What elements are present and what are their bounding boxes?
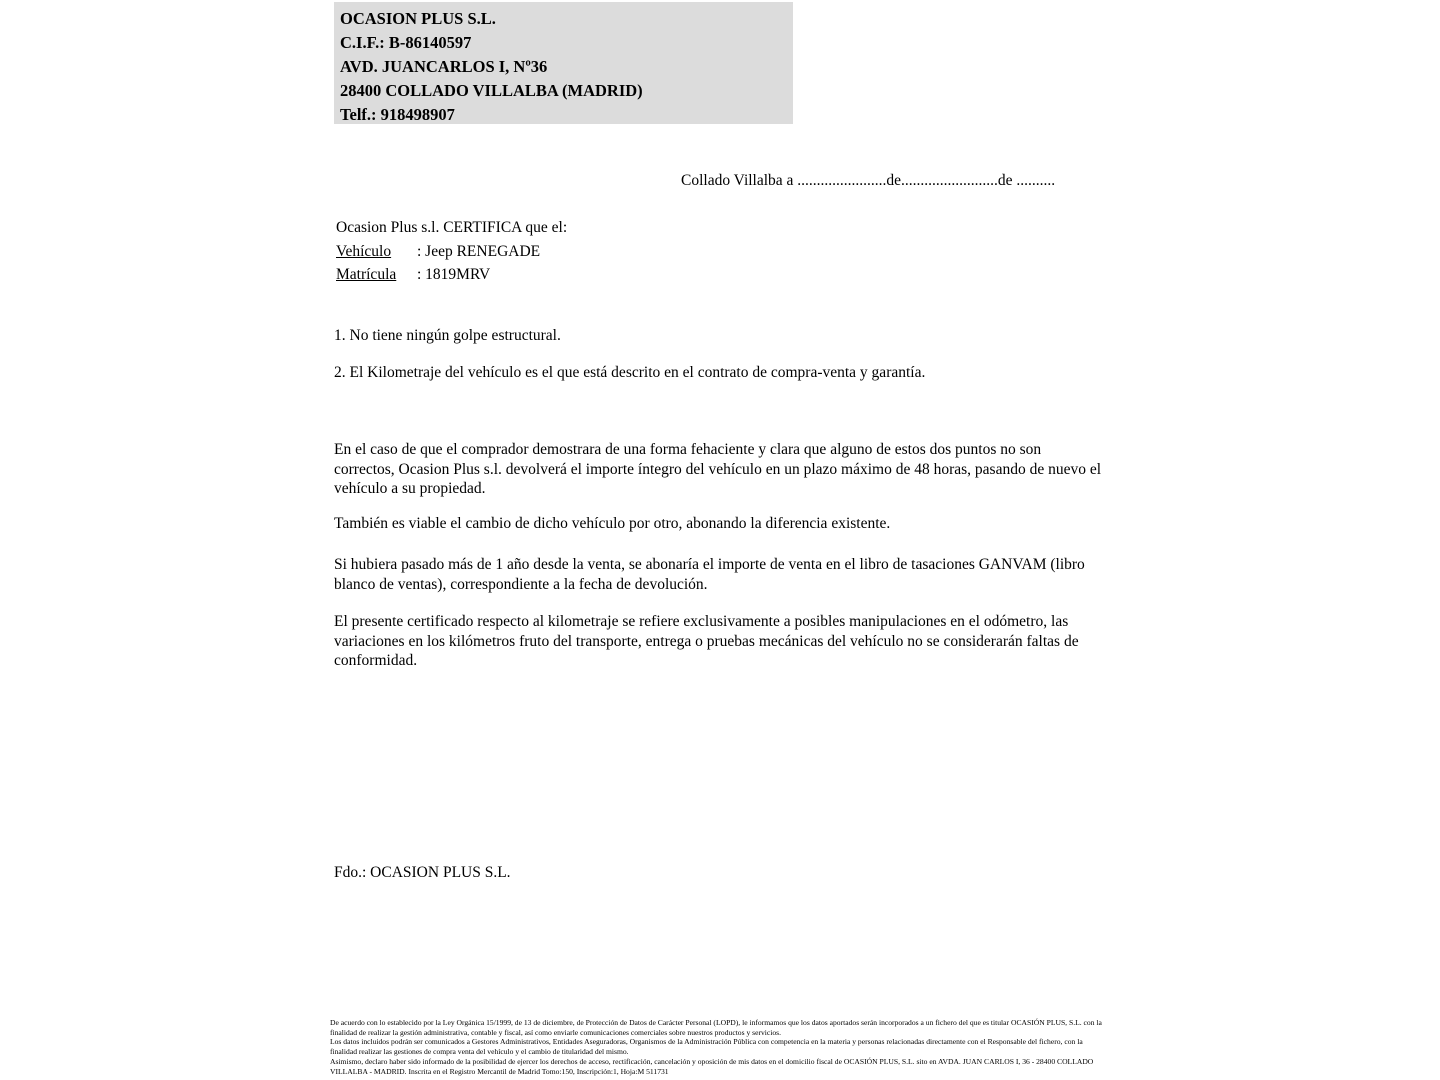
- company-address: AVD. JUANCARLOS I, Nº36: [340, 57, 548, 76]
- certificate-intro: Ocasion Plus s.l. CERTIFICA que el:: [336, 219, 568, 236]
- vehicle-field-row: [336, 240, 567, 264]
- point-2: 2. El Kilometraje del vehículo es el que está descrito en el contrato de compra-venta y garantía.: [334, 364, 926, 381]
- paragraph-ganvam: Si hubiera pasado más de 1 año desde la venta, se abonaría el importe de venta en el libro de tasaciones GANVAM (libro blanco de ventas), correspondiente a la fecha de devolución.: [334, 556, 1085, 593]
- signature-line: Fdo.: OCASION PLUS S.L.: [334, 864, 511, 881]
- plate-field-value: : 1819MRV: [417, 266, 491, 284]
- company-name: OCASION PLUS S.L.: [340, 9, 496, 28]
- company-city: 28400 COLLADO VILLALBA (MADRID): [340, 81, 643, 100]
- certificate-block: [336, 216, 567, 287]
- legal-paragraph-data-sharing: Los datos incluidos podrán ser comunicados a Gestores Administrativos, Entidades Aseguradoras, Organismos de la Administración Pública con competencia en la materia y personas relacionadas directamente con el Responsable del fichero, con la finalidad realizar las gestiones de compra venta del vehículo y el cambio de titularidad del mismo.: [330, 1037, 1083, 1057]
- paragraph-odometer: El presente certificado respecto al kilometraje se refiere exclusivamente a posibles manipulaciones en el odómetro, las variaciones en los kilómetros fruto del transporte, entrega o pruebas mecánicas del vehículo no se considerarán faltas de conformidad.: [334, 613, 1079, 670]
- company-cif: C.I.F.: B-86140597: [340, 33, 472, 52]
- vehicle-field-value: : Jeep RENEGADE: [417, 242, 541, 260]
- vehicle-field-label: Vehículo: [336, 242, 392, 260]
- company-phone: Telf.: 918498907: [340, 105, 455, 124]
- plate-field-label: Matrícula: [336, 266, 397, 284]
- legal-notice: [330, 1018, 1106, 1076]
- paragraph-refund: En el caso de que el comprador demostrara de una forma fehaciente y clara que alguno de estos dos puntos no son correctos, Ocasion Plus s.l. devolverá el importe íntegro del vehículo en un plazo máximo de 48 horas, pasando de nuevo el vehículo a su propiedad.: [334, 441, 1102, 498]
- date-fill-line: Collado Villalba a .......................de.........................de ..........: [681, 172, 1056, 189]
- legal-paragraph-rights: Asimismo, declaro haber sido informado de la posibilidad de ejercer los derechos de acceso, rectificación, cancelación y oposición de mis datos en el domicilio fiscal de OCASIÓN PLUS, S.L. sito en AVDA. JUAN CARLOS I, 36 - 28400 COLLADO VILLALBA - MADRID. Inscrita en el Registro Mercantil de Madrid Tomo:150, Inscripción:1, Hoja:M 511731: [330, 1056, 1094, 1076]
- plate-field-row: [336, 263, 567, 287]
- point-1: 1. No tiene ningún golpe estructural.: [334, 327, 561, 344]
- legal-paragraph-lopd: De acuerdo con lo establecido por la Ley Orgánica 15/1999, de 13 de diciembre, de Protección de Datos de Carácter Personal (LOPD), le informamos que los datos aportados serán incorporados a un fichero del que es titular OCASIÓN PLUS, S.L. con la finalidad de realizar la gestión administrativa, contable y fiscal, así como enviarle comunicaciones comerciales sobre nuestros productos y servicios.: [330, 1018, 1102, 1037]
- paragraph-exchange: También es viable el cambio de dicho vehículo por otro, abonando la diferencia existente.: [334, 515, 891, 532]
- letterhead-box: [334, 2, 793, 124]
